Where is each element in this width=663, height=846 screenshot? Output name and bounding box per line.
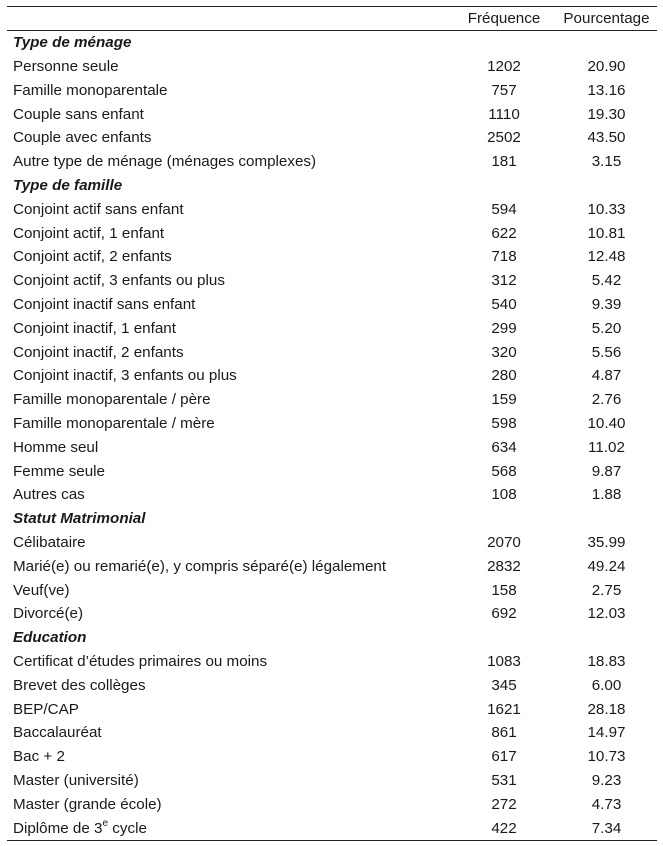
row-frequency: 1621 [487, 700, 521, 718]
row-label-superscript: e [102, 817, 109, 829]
table-row [7, 198, 657, 222]
section-header [7, 31, 657, 55]
table-row [7, 412, 657, 436]
row-percentage: 20.90 [587, 58, 626, 76]
table-row [7, 293, 657, 317]
row-label: Conjoint inactif, 3 enfants ou plus [13, 367, 237, 385]
row-percentage: 43.50 [587, 129, 626, 147]
row-percentage: 14.97 [587, 724, 626, 742]
row-label: Conjoint actif sans enfant [13, 200, 184, 218]
row-label: Brevet des collèges [13, 676, 146, 694]
row-frequency: 594 [491, 200, 517, 218]
row-percentage: 9.23 [591, 772, 622, 789]
table-row [7, 79, 657, 103]
row-percentage: 7.34 [591, 819, 622, 837]
table-row [7, 602, 657, 626]
table-header-row [7, 7, 657, 30]
row-frequency: 158 [491, 581, 517, 599]
row-frequency: 181 [491, 153, 517, 171]
section-title: Statut Matrimonial [13, 510, 146, 528]
row-label: Baccalauréat [13, 724, 102, 742]
section-header [7, 626, 657, 650]
row-frequency: 1083 [487, 653, 521, 671]
row-percentage: 3.15 [591, 153, 622, 171]
table-body [7, 31, 657, 840]
row-frequency: 2832 [487, 557, 521, 575]
row-label: Certificat d’études primaires ou moins [13, 653, 268, 671]
row-label-tail: cycle [108, 819, 147, 837]
row-percentage: 2.76 [591, 391, 622, 409]
row-frequency: 299 [491, 319, 517, 337]
row-label: Célibataire [13, 534, 86, 552]
row-percentage: 28.18 [587, 700, 626, 718]
frequency-table [7, 6, 657, 841]
table-row [7, 674, 657, 698]
section-header [7, 174, 657, 198]
row-label: Famille monoparentale / père [13, 391, 211, 409]
row-label: Conjoint actif, 1 enfant [13, 224, 165, 242]
row-percentage: 49.24 [587, 557, 626, 575]
row-percentage: 9.39 [591, 296, 622, 314]
row-percentage: 10.33 [587, 200, 626, 218]
row-percentage: 1.88 [591, 486, 622, 504]
table-row [7, 245, 657, 269]
row-frequency: 320 [491, 343, 517, 361]
row-label: Master (université) [13, 772, 139, 789]
table-row [7, 102, 657, 126]
row-frequency: 272 [491, 795, 517, 813]
table-row [7, 150, 657, 174]
row-label: Famille monoparentale / mère [13, 415, 215, 433]
row-percentage: 18.83 [587, 653, 626, 671]
row-percentage: 6.00 [591, 676, 622, 694]
row-label: Veuf(ve) [13, 581, 70, 599]
row-percentage: 10.81 [587, 224, 626, 242]
table-row [7, 317, 657, 341]
row-label: Personne seule [13, 58, 119, 76]
row-frequency: 757 [491, 81, 517, 99]
bottom-rule [7, 840, 657, 841]
row-percentage: 11.02 [588, 438, 625, 456]
row-percentage: 4.87 [591, 367, 622, 385]
table-row [7, 697, 657, 721]
table-row [7, 340, 657, 364]
header-percentage: Pourcentage [563, 9, 650, 27]
row-percentage: 5.56 [591, 343, 622, 361]
row-label: Conjoint actif, 3 enfants ou plus [13, 272, 225, 290]
row-label: Couple avec enfants [13, 129, 152, 147]
row-percentage: 10.40 [587, 415, 626, 433]
table-row [7, 555, 657, 579]
header-frequency: Fréquence [467, 9, 541, 27]
row-label: BEP/CAP [13, 700, 79, 718]
row-frequency: 598 [491, 415, 517, 433]
table-row [7, 388, 657, 412]
row-label: Couple sans enfant [13, 105, 144, 123]
row-label: Femme seule [13, 462, 106, 480]
row-frequency: 568 [491, 462, 517, 480]
section-header [7, 507, 657, 531]
table-row [7, 126, 657, 150]
row-frequency: 1110 [488, 105, 520, 123]
row-label: Conjoint inactif, 1 enfant [13, 319, 176, 337]
row-percentage: 2.75 [591, 581, 622, 599]
table-row [7, 459, 657, 483]
row-percentage: 12.48 [587, 248, 626, 266]
table-row [7, 55, 657, 79]
table-row [7, 269, 657, 293]
row-label: Conjoint inactif sans enfant [13, 296, 196, 314]
row-frequency: 108 [491, 486, 517, 504]
table-row [7, 531, 657, 555]
row-label: Autres cas [13, 486, 85, 504]
row-frequency: 345 [491, 676, 517, 694]
row-frequency: 617 [491, 748, 517, 766]
row-frequency: 422 [491, 819, 517, 837]
row-frequency: 622 [491, 224, 517, 242]
table-row [7, 578, 657, 602]
row-percentage: 9.87 [591, 462, 622, 480]
row-frequency: 2502 [487, 129, 521, 147]
row-percentage: 4.73 [591, 795, 622, 813]
row-frequency: 540 [491, 296, 517, 314]
row-label: Marié(e) ou remarié(e), y compris séparé(e) légalement [13, 557, 387, 575]
table-row [7, 436, 657, 460]
row-frequency: 692 [491, 605, 517, 623]
row-frequency: 159 [491, 391, 517, 409]
section-title: Type de ménage [13, 34, 132, 52]
table-row [7, 745, 657, 769]
table-row [7, 769, 657, 793]
row-percentage: 19.30 [587, 105, 626, 123]
row-frequency: 312 [491, 272, 517, 290]
table-row [7, 650, 657, 674]
row-frequency: 280 [491, 367, 517, 385]
row-label: Famille monoparentale [13, 81, 168, 99]
row-label-text: Diplôme de 3 [13, 819, 103, 837]
row-label: Autre type de ménage (ménages complexes) [13, 153, 317, 171]
row-label [7, 817, 458, 837]
section-title: Education [13, 629, 87, 647]
row-frequency: 1202 [487, 58, 521, 76]
row-frequency: 861 [491, 724, 517, 742]
section-title: Type de famille [13, 177, 123, 195]
table-row [7, 721, 657, 745]
row-label: Divorcé(e) [13, 605, 84, 623]
row-frequency: 2070 [487, 534, 521, 552]
row-percentage: 10.73 [587, 748, 626, 766]
table-row [7, 364, 657, 388]
row-frequency: 531 [491, 772, 517, 789]
row-label: Conjoint actif, 2 enfants [13, 248, 172, 266]
table-row [7, 816, 657, 840]
row-label: Master (grande école) [13, 795, 162, 813]
row-percentage: 5.42 [591, 272, 622, 290]
table-row [7, 793, 657, 817]
row-label: Homme seul [13, 438, 99, 456]
row-frequency: 718 [491, 248, 517, 266]
row-frequency: 634 [491, 438, 517, 456]
row-percentage: 13.16 [587, 81, 626, 99]
table-row [7, 221, 657, 245]
row-label: Conjoint inactif, 2 enfants [13, 343, 184, 361]
row-percentage: 5.20 [591, 319, 622, 337]
table-row [7, 483, 657, 507]
row-percentage: 12.03 [587, 605, 626, 623]
row-label: Bac + 2 [13, 748, 65, 766]
row-percentage: 35.99 [587, 534, 626, 552]
